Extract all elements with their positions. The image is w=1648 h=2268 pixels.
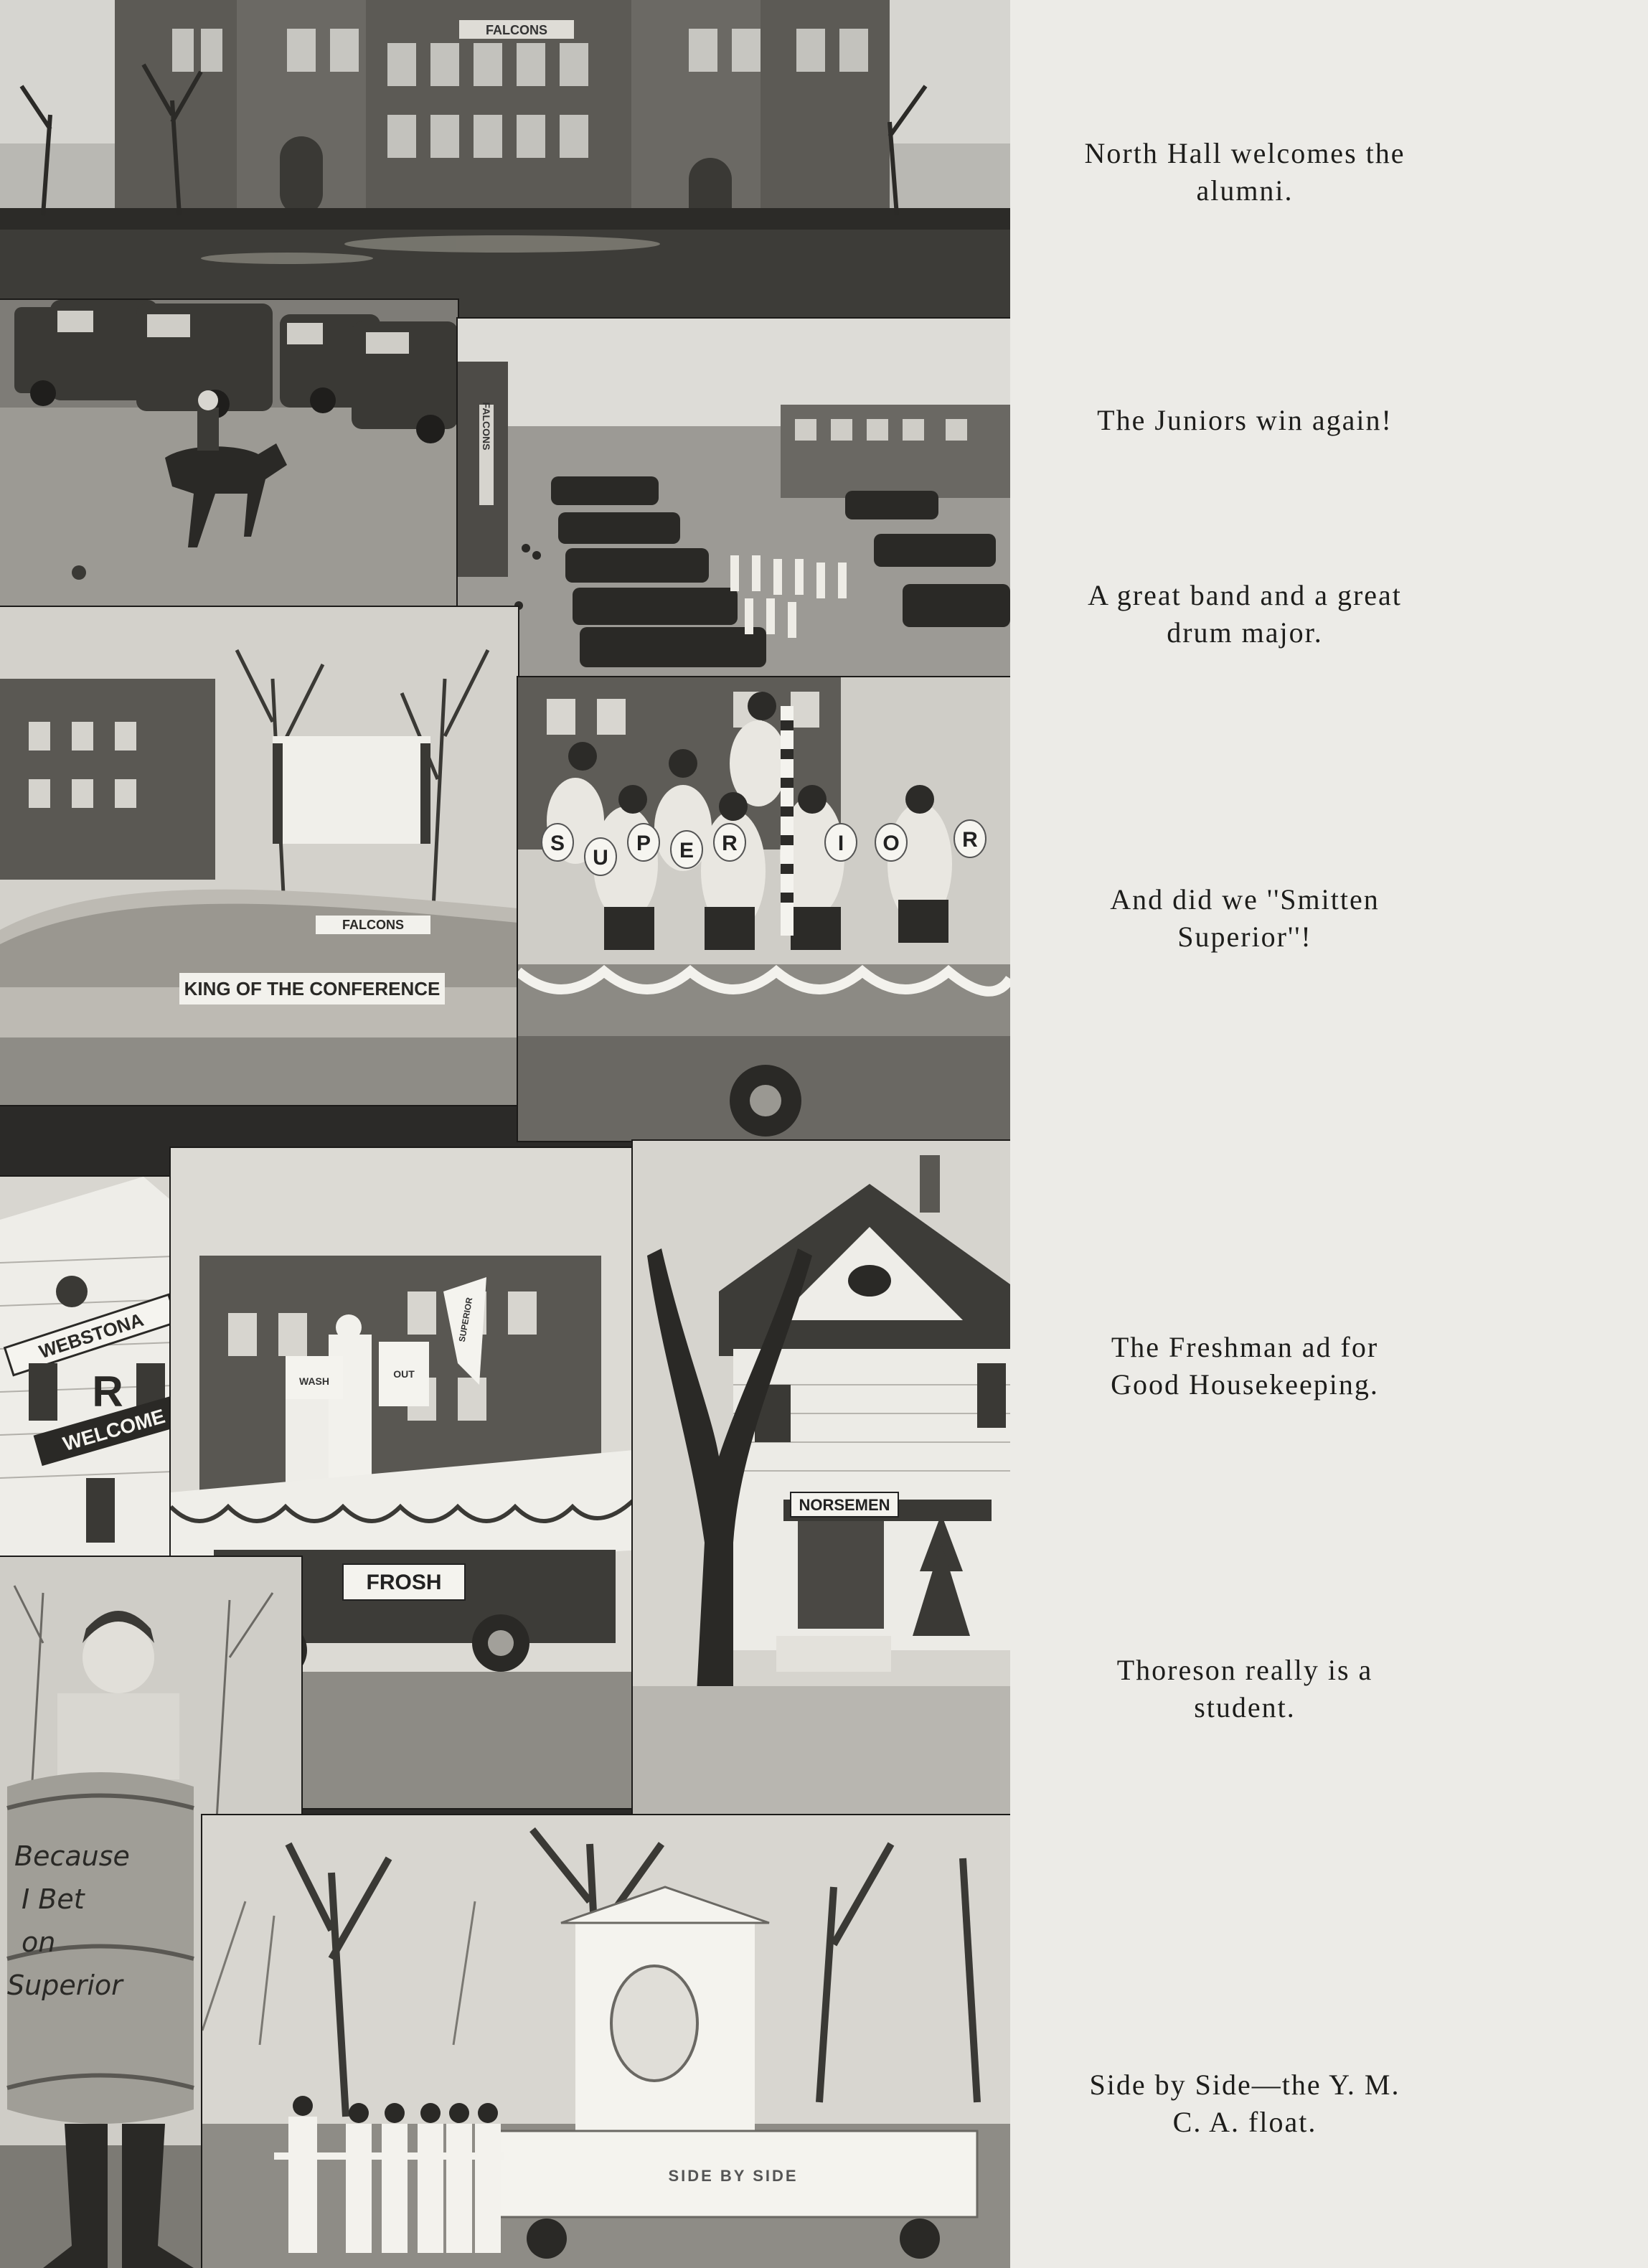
webstona-sign: WEBSTONA xyxy=(36,1308,146,1363)
barrel-line-2: I Bet xyxy=(22,1883,85,1915)
caption-freshman: The Freshman ad for Good Housekeeping. xyxy=(1111,1331,1379,1401)
photo-webstona xyxy=(0,1177,194,1557)
superior-letter-8: R xyxy=(962,828,978,852)
caption-band: A great band and a great drum major. xyxy=(1088,579,1402,649)
photo-band xyxy=(458,319,1010,677)
caption-thoreson: Thoreson really is a student. xyxy=(1116,1654,1373,1723)
king-falcons-sign: FALCONS xyxy=(342,918,405,932)
superior-letter-6: I xyxy=(837,832,844,855)
barrel-line-3: on xyxy=(22,1926,56,1958)
photo-north-hall xyxy=(0,0,1010,319)
north-hall-banner: FALCONS xyxy=(485,23,548,37)
superior-letter-5: R xyxy=(722,832,738,855)
photo-norsemen-house xyxy=(633,1141,1010,1815)
photo-juniors xyxy=(0,300,458,607)
webstona-welcome-sign: WELCOME xyxy=(60,1404,168,1456)
side-by-side-sign: SIDE BY SIDE xyxy=(668,2167,799,2185)
photo-superior xyxy=(518,677,1010,1141)
caption-smitten: And did we ''Smitten Superior''! xyxy=(1110,883,1380,953)
webstona-r-letter: R xyxy=(92,1368,123,1416)
barrel-line-4: Superior xyxy=(7,1970,123,2001)
photo-side-by-side-float xyxy=(202,1815,1010,2268)
superior-letter-1: S xyxy=(550,832,565,855)
frosh-wash-sign: WASH xyxy=(299,1375,329,1387)
superior-letter-2: U xyxy=(593,846,608,870)
superior-letter-7: O xyxy=(882,832,900,855)
superior-letter-4: E xyxy=(679,839,694,862)
superior-letter-3: P xyxy=(636,832,651,855)
norsemen-sign: NORSEMEN xyxy=(799,1496,890,1514)
caption-north-hall: North Hall welcomes the alumni. xyxy=(1084,137,1405,207)
caption-juniors: The Juniors win again! xyxy=(1097,404,1393,436)
king-conference-sign: KING OF THE CONFERENCE xyxy=(184,978,441,999)
caption-side-by-side: Side by Side—the Y. M. C. A. float. xyxy=(1089,2069,1400,2138)
band-falcons-sign: FALCONS xyxy=(481,402,492,451)
frosh-superior-flag: SUPERIOR xyxy=(456,1297,475,1343)
photo-king-float xyxy=(0,607,518,1105)
barrel-line-1: Because xyxy=(14,1840,130,1872)
frosh-sign: FROSH xyxy=(366,1571,442,1594)
frosh-out-sign: OUT xyxy=(393,1368,415,1380)
